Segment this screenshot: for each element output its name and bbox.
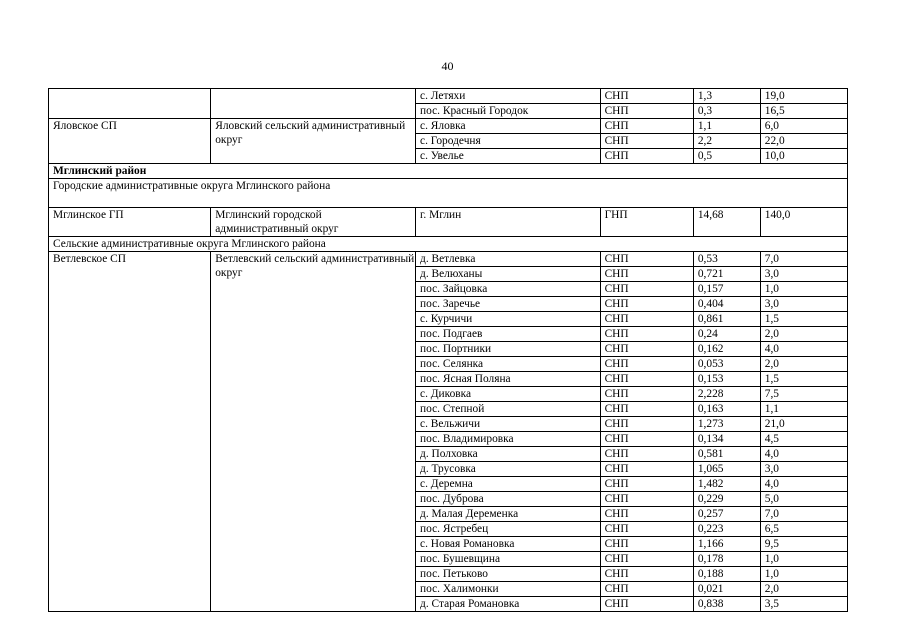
locality-cell: пос. Степной: [416, 402, 601, 417]
value-cell: 5,0: [760, 492, 847, 507]
section-header-row: [49, 179, 848, 208]
type-cell: СНП: [600, 402, 693, 417]
value-cell: 3,0: [760, 462, 847, 477]
value-cell: 4,0: [760, 342, 847, 357]
type-cell: ГНП: [600, 208, 693, 237]
area-cell: 1,065: [693, 462, 760, 477]
area-cell: 0,153: [693, 372, 760, 387]
type-cell: СНП: [600, 104, 693, 119]
type-cell: СНП: [600, 477, 693, 492]
table-row: [49, 208, 848, 237]
locality-cell: пос. Ястребец: [416, 522, 601, 537]
locality-cell: д. Малая Деременка: [416, 507, 601, 522]
value-cell: 7,5: [760, 387, 847, 402]
area-cell: 0,257: [693, 507, 760, 522]
area-cell: 0,188: [693, 567, 760, 582]
settlements-table: [48, 88, 848, 612]
locality-cell: г. Мглин: [416, 208, 601, 237]
value-cell: 2,0: [760, 582, 847, 597]
locality-cell: д. Полховка: [416, 447, 601, 462]
area-cell: 0,157: [693, 282, 760, 297]
area-cell: 1,166: [693, 537, 760, 552]
locality-cell: пос. Халимонки: [416, 582, 601, 597]
district-header-row: [49, 164, 848, 179]
type-cell: СНП: [600, 282, 693, 297]
settlement-unit-cell: [49, 89, 211, 119]
locality-cell: пос. Заречье: [416, 297, 601, 312]
locality-cell: с. Летяхи: [416, 89, 601, 104]
area-cell: 0,5: [693, 149, 760, 164]
value-cell: 21,0: [760, 417, 847, 432]
area-cell: 0,223: [693, 522, 760, 537]
area-cell: 0,134: [693, 432, 760, 447]
locality-cell: с. Курчичи: [416, 312, 601, 327]
value-cell: 4,5: [760, 432, 847, 447]
table-row: [49, 89, 848, 104]
type-cell: СНП: [600, 567, 693, 582]
value-cell: 19,0: [760, 89, 847, 104]
area-cell: 0,021: [693, 582, 760, 597]
type-cell: СНП: [600, 447, 693, 462]
area-cell: 0,053: [693, 357, 760, 372]
locality-cell: с. Диковка: [416, 387, 601, 402]
type-cell: СНП: [600, 537, 693, 552]
value-cell: 7,0: [760, 252, 847, 267]
locality-cell: пос. Зайцовка: [416, 282, 601, 297]
value-cell: 1,0: [760, 567, 847, 582]
value-cell: 1,1: [760, 402, 847, 417]
section-header-row: [49, 237, 848, 252]
type-cell: СНП: [600, 267, 693, 282]
type-cell: СНП: [600, 417, 693, 432]
admin-district-cell: Яловский сельский административный округ: [211, 119, 416, 164]
value-cell: 22,0: [760, 134, 847, 149]
locality-cell: с. Новая Романовка: [416, 537, 601, 552]
value-cell: 6,5: [760, 522, 847, 537]
area-cell: 1,273: [693, 417, 760, 432]
locality-cell: д. Ветлевка: [416, 252, 601, 267]
area-cell: 2,228: [693, 387, 760, 402]
locality-cell: с. Вельжичи: [416, 417, 601, 432]
type-cell: СНП: [600, 327, 693, 342]
locality-cell: пос. Бушевщина: [416, 552, 601, 567]
type-cell: СНП: [600, 597, 693, 612]
value-cell: 3,5: [760, 597, 847, 612]
locality-cell: пос. Петьково: [416, 567, 601, 582]
locality-cell: с. Яловка: [416, 119, 601, 134]
locality-cell: пос. Подгаев: [416, 327, 601, 342]
locality-cell: с. Городечня: [416, 134, 601, 149]
type-cell: СНП: [600, 342, 693, 357]
admin-district-cell: [211, 89, 416, 119]
value-cell: 6,0: [760, 119, 847, 134]
section-title: Сельские административные округа Мглинского района: [49, 237, 848, 252]
area-cell: 14,68: [693, 208, 760, 237]
value-cell: 9,5: [760, 537, 847, 552]
value-cell: 4,0: [760, 477, 847, 492]
type-cell: СНП: [600, 119, 693, 134]
type-cell: СНП: [600, 387, 693, 402]
value-cell: 4,0: [760, 447, 847, 462]
area-cell: 0,53: [693, 252, 760, 267]
locality-cell: с. Увелье: [416, 149, 601, 164]
settlement-unit-cell: Ветлевское СП: [49, 252, 211, 612]
area-cell: 0,3: [693, 104, 760, 119]
page-number: 40: [441, 59, 454, 73]
area-cell: 0,178: [693, 552, 760, 567]
area-cell: 0,721: [693, 267, 760, 282]
value-cell: 10,0: [760, 149, 847, 164]
value-cell: 3,0: [760, 267, 847, 282]
value-cell: 1,0: [760, 282, 847, 297]
value-cell: 1,0: [760, 552, 847, 567]
admin-district-cell: Ветлевский сельский административный округ: [211, 252, 416, 612]
area-cell: 1,482: [693, 477, 760, 492]
type-cell: СНП: [600, 134, 693, 149]
section-title: Городские административные округа Мглинского района: [49, 179, 848, 208]
value-cell: 140,0: [760, 208, 847, 237]
locality-cell: д. Трусовка: [416, 462, 601, 477]
area-cell: 0,162: [693, 342, 760, 357]
locality-cell: пос. Владимировка: [416, 432, 601, 447]
type-cell: СНП: [600, 252, 693, 267]
value-cell: 1,5: [760, 312, 847, 327]
type-cell: СНП: [600, 552, 693, 567]
area-cell: 0,163: [693, 402, 760, 417]
type-cell: СНП: [600, 89, 693, 104]
area-cell: 0,229: [693, 492, 760, 507]
value-cell: 16,5: [760, 104, 847, 119]
table-row: [49, 119, 848, 134]
locality-cell: с. Деремна: [416, 477, 601, 492]
type-cell: СНП: [600, 522, 693, 537]
type-cell: СНП: [600, 582, 693, 597]
locality-cell: пос. Портники: [416, 342, 601, 357]
settlement-unit-cell: Яловское СП: [49, 119, 211, 164]
value-cell: 1,5: [760, 372, 847, 387]
district-title: Мглинский район: [49, 164, 848, 179]
type-cell: СНП: [600, 432, 693, 447]
type-cell: СНП: [600, 462, 693, 477]
type-cell: СНП: [600, 357, 693, 372]
type-cell: СНП: [600, 297, 693, 312]
locality-cell: пос. Селянка: [416, 357, 601, 372]
area-cell: 0,861: [693, 312, 760, 327]
value-cell: 3,0: [760, 297, 847, 312]
table-row: [49, 252, 848, 267]
admin-district-cell: Мглинский городской административный округ: [211, 208, 416, 237]
area-cell: 0,838: [693, 597, 760, 612]
area-cell: 0,581: [693, 447, 760, 462]
value-cell: 2,0: [760, 357, 847, 372]
locality-cell: пос. Красный Городок: [416, 104, 601, 119]
area-cell: 2,2: [693, 134, 760, 149]
area-cell: 1,1: [693, 119, 760, 134]
type-cell: СНП: [600, 492, 693, 507]
locality-cell: д. Старая Романовка: [416, 597, 601, 612]
type-cell: СНП: [600, 507, 693, 522]
area-cell: 0,404: [693, 297, 760, 312]
type-cell: СНП: [600, 312, 693, 327]
settlement-unit-cell: Мглинское ГП: [49, 208, 211, 237]
area-cell: 1,3: [693, 89, 760, 104]
locality-cell: пос. Ясная Поляна: [416, 372, 601, 387]
area-cell: 0,24: [693, 327, 760, 342]
type-cell: СНП: [600, 372, 693, 387]
locality-cell: д. Велюханы: [416, 267, 601, 282]
type-cell: СНП: [600, 149, 693, 164]
locality-cell: пос. Дуброва: [416, 492, 601, 507]
value-cell: 7,0: [760, 507, 847, 522]
value-cell: 2,0: [760, 327, 847, 342]
